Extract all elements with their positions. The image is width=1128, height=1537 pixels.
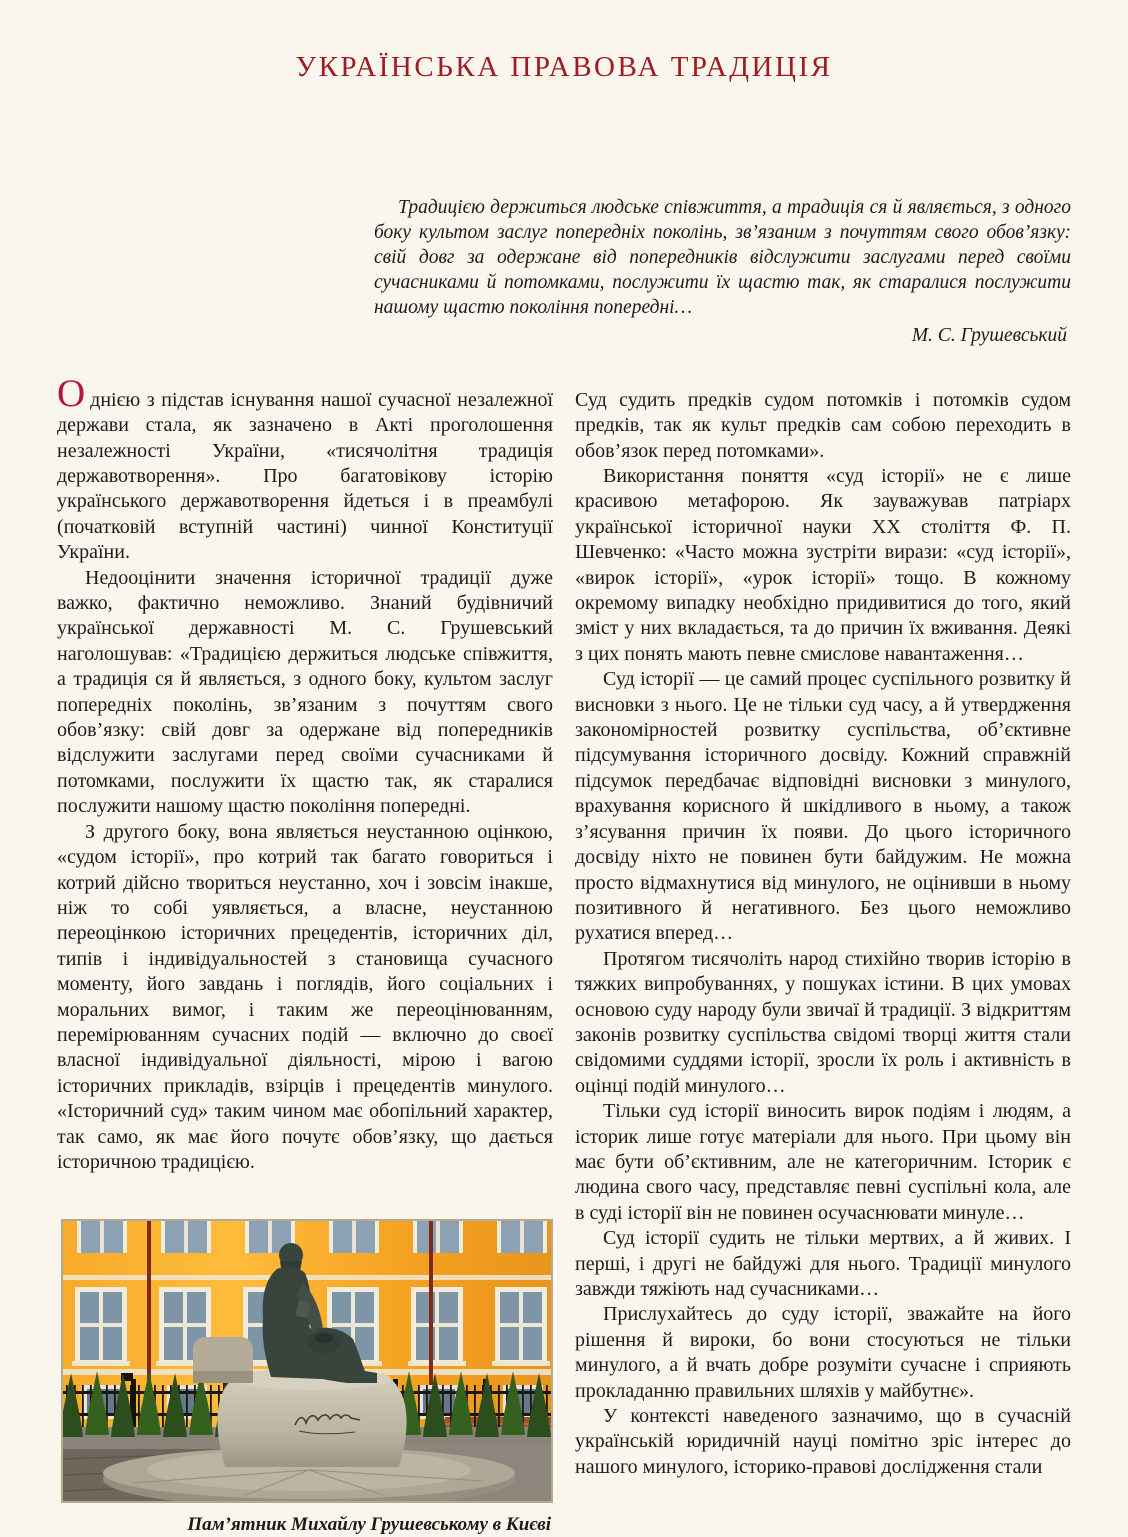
epigraph-text: Традицією держиться людське співжиття, а традиція ся й являється, з одного боку культом заслуг попередніх поколінь, зв’язаним з почуттям свого обов’язку: свій довг за одержане від попередників відслужити заслугами перед своїми сучасниками й потомками, послужити їх щастю так, як старалися послужити нашому щастю покоління попередні…: [374, 196, 1071, 318]
paragraph: Тільки суд історії виносить вирок подіям і людям, а історик лише готує матеріали для нього. При цьому він має бути об’єктивним, але не категоричним. Історик є людина свого часу, представляє певні суспільні кола, але в суді історії він не повинен осучаснювати минуле…: [575, 1100, 1071, 1224]
page-title: УКРАЇНСЬКА ПРАВОВА ТРАДИЦІЯ: [295, 51, 833, 83]
left-column: [57, 371, 553, 1537]
epigraph: [374, 195, 1071, 348]
paragraph: Недооцінити значення історичної традиції дуже важко, фактично неможливо. Знаний будівничий української державності М. С. Грушевський наголошував: «Традицією держиться людське співжиття, а традиція ся й являється, з одного боку, культом заслуг попередніх поколінь, зв’язаним з почуттям свого обов’язку: свій довг за одержане від попередників відслужити заслугами перед своїми сучасниками й потомками, послужити їх щастю так, як старалися послужити нашому щастю покоління попередні.: [57, 566, 553, 818]
epigraph-author: М. С. Грушевський: [911, 324, 1067, 346]
drop-cap: О: [57, 371, 86, 415]
right-column: [575, 388, 1071, 1537]
paragraph: Суд судить предків судом потомків і потомків судом предків, так як культ предків сам собою переходить в обов’язок перед потомками».: [575, 388, 1071, 462]
paragraph: Суд історії — це самий процес суспільного розвитку й висновки з нього. Це не тільки суд часу, а й утвердження закономірностей розвитку суспільства, об’єктивне підсумування історичного досвіду. Кожний справжній підсумок передбачає відповідні висновки з минулого, врахування корисного й шкідливого в ньому, а також з’ясування причин їх появи. До цього історичного досвіду ніхто не повинен бути байдужим. Не можна просто відмахнутися від минулого, не оцінивши в ньому позитивного й негативного. Без цього неможливо рухатися вперед…: [575, 668, 1071, 945]
monument-photo: [61, 1219, 553, 1503]
photo-caption: Пам’ятник Михайлу Грушевському в Києві: [187, 1514, 551, 1536]
paragraph: З другого боку, вона являється неустанною оцінкою, «судом історії», про котрий так багато говориться і котрий дійсно твориться неустанно, хоч і зовсім інакше, ніж то собі уявляється, а власне, неустанною переоцінкою історичних прецедентів, історичних діл, типів і індивідуальностей з становища сучасного моменту, його завдань і поглядів, його соціальних і моральних вимог, і таким же переоцінюванням, перемірюванням сучасних подій — включно до своєї власної індивідуальної діяльності, мірою і вагою історичних прикладів, взірців і прецедентів минулого. «Історичний суд» таким чином має обопільний характер, так само, як має його почутє обов’язку, що дається історичною традицією.: [57, 820, 553, 1173]
paragraph-text: днією з підстав існування нашої сучасної незалежної держави стала, як зазначено в Акті проголошення незалежності України, «тисячолітня традиція державотворення». Про багатовікову історію українського державотворення йдеться і в преамбулі (початковій вступній частині) чинної Конституції України.: [57, 388, 553, 564]
paragraph: Протягом тисячоліть народ стихійно творив історію в тяжких випробуваннях, у пошуках істини. В цих умовах основою суду народу були звичаї й традиції. З відкриттям законів розвитку суспільства свідомі творці життя стали свідомими суддями історії, зросли їх роль і активність в оцінці подій минулого…: [575, 947, 1071, 1097]
two-column-layout: [57, 371, 1071, 1537]
paragraph-with-dropcap: [57, 371, 553, 566]
paragraph: Суд історії судить не тільки мертвих, а й живих. І перші, і другі не байдужі для нього. Традиції минулого завжди тяжіють над сучасниками…: [575, 1227, 1071, 1301]
paragraph: У контексті наведеного зазначимо, що в сучасній українській юридичній науці помітно зріс інтерес до нашого минулого, історико-правові дослідження стали: [575, 1405, 1071, 1478]
paragraph: Прислухайтесь до суду історії, зважайте на його рішення й вироки, бо вони стосуються не тільки минулого, а й вчать добре розуміти сучасне і сприяють прокладанню правильних шляхів у майбутнє».: [575, 1303, 1071, 1402]
paragraph: Використання поняття «суд історії» не є лише красивою метафорою. Як зауважував патріарх української історичної науки XX століття Ф. П. Шевченко: «Часто можна зустріти вирази: «суд історії», «вирок історії», «урок історії» тощо. В кожному окремому випадку необхідно придивитися до того, який зміст у них вкладається, та до причин їх вживання. Деякі з цих понять мають певне смислове навантаження…: [575, 465, 1071, 665]
monument-photo-illustration: [63, 1221, 551, 1501]
monument-figure: [57, 1219, 553, 1537]
